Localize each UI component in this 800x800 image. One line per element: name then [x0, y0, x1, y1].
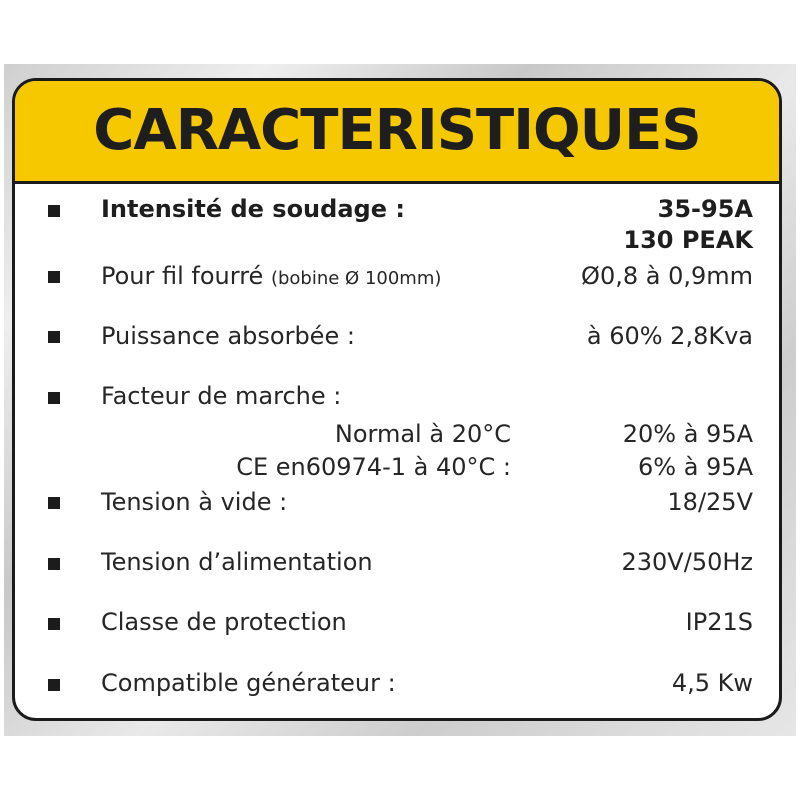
spec-sublabel-duty-ce: CE en60974-1 à 40°C : [236, 453, 511, 481]
spec-value-wire-diameter: Ø0,8 à 0,9mm [581, 262, 753, 290]
spec-label-open-voltage: Tension à vide : [101, 488, 288, 516]
bullet-icon [48, 271, 60, 283]
bullet-icon [48, 497, 60, 509]
spec-label-flux-wire [101, 261, 441, 294]
spec-value-supply-voltage: 230V/50Hz [621, 548, 753, 576]
title-banner [15, 81, 779, 184]
spec-value-open-voltage: 18/25V [667, 488, 753, 516]
spec-value-power-input: à 60% 2,8Kva [586, 322, 753, 350]
bullet-icon [48, 205, 60, 217]
spec-value-duty-ce: 6% à 95A [638, 453, 753, 481]
spec-sublabel-duty-normal: Normal à 20°C [334, 420, 511, 448]
spec-label-protection-class: Classe de protection [101, 608, 347, 636]
spec-label-duty-cycle: Facteur de marche : [101, 382, 342, 410]
spec-value-protection-class: IP21S [685, 608, 753, 636]
page-title: CARACTERISTIQUES [93, 98, 701, 163]
spec-value-generator: 4,5 Kw [671, 669, 753, 697]
spec-label-supply-voltage: Tension d’alimentation [101, 548, 373, 576]
bullet-icon [48, 679, 60, 691]
spec-label-power-input: Puissance absorbée : [101, 322, 355, 350]
spec-value-peak-current: 130 PEAK [623, 226, 753, 254]
bullet-icon [48, 618, 60, 630]
spec-label-generator: Compatible générateur : [101, 669, 396, 697]
spec-label-welding-current: Intensité de soudage : [101, 195, 405, 223]
spec-value-duty-normal: 20% à 95A [622, 420, 753, 448]
spec-label-flux-wire-text: Pour fil fourré [101, 262, 264, 290]
bullet-icon [48, 558, 60, 570]
specifications-card [12, 78, 782, 721]
spec-label-spool-note: (bobine Ø 100mm) [270, 268, 442, 289]
spec-value-welding-current: 35-95A [657, 195, 753, 223]
bullet-icon [48, 331, 60, 343]
bullet-icon [48, 392, 60, 404]
